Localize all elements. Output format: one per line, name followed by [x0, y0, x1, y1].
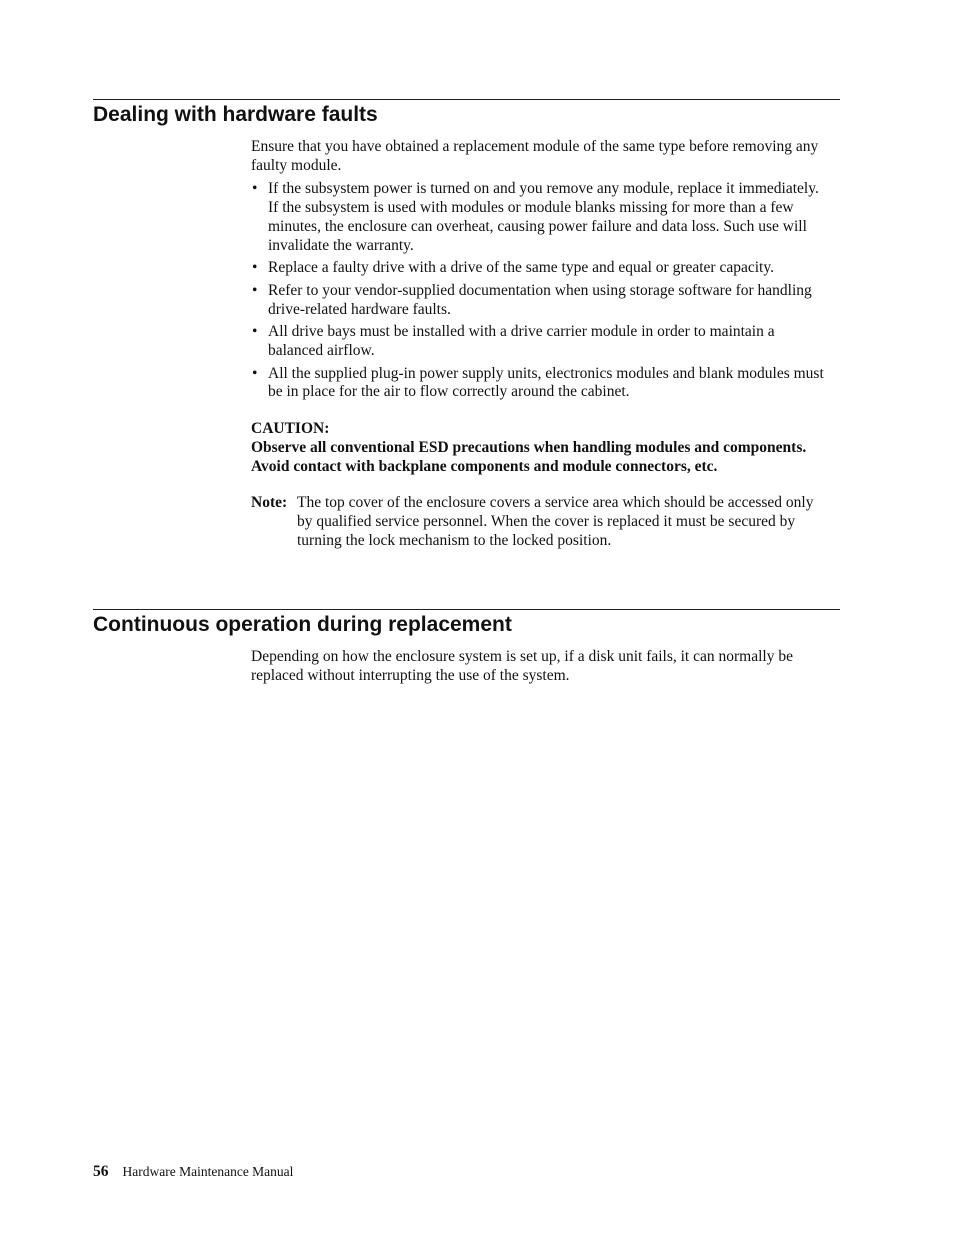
note-text: The top cover of the enclosure covers a service area which should be accessed only by qualified service personnel. When the cover is replaced it must be secured by turning the lock mechanism to the locked position.: [297, 494, 814, 549]
intro-paragraph: Ensure that you have obtained a replacement module of the same type before removing any faulty module.: [251, 138, 819, 174]
paragraph: Depending on how the enclosure system is set up, if a disk unit fails, it can normally be replaced without interrupting the use of the system.: [251, 648, 793, 684]
section-header-hardware-faults: [93, 99, 840, 128]
section-title: Dealing with hardware faults: [93, 103, 378, 126]
bullet-list: [251, 180, 832, 402]
section-body-hardware-faults: [251, 138, 832, 550]
section-title: Continuous operation during replacement: [93, 613, 512, 636]
section-rule: [93, 609, 840, 610]
caution-label: CAUTION:: [251, 420, 330, 438]
list-item: • All drive bays must be installed with a drive carrier module in order to maintain a balanced airflow.: [251, 323, 832, 360]
note-label: Note:: [251, 494, 288, 512]
section-body-continuous-operation: [251, 648, 832, 685]
caution-text: Observe all conventional ESD precautions when handling modules and components. Avoid contact with backplane components and module connectors, etc.: [251, 438, 807, 475]
page-footer: [93, 1163, 293, 1181]
list-item: • All the supplied plug-in power supply units, electronics modules and blank modules must be in place for the air to flow correctly around the cabinet.: [251, 365, 832, 402]
list-item: • Replace a faulty drive with a drive of the same type and equal or greater capacity.: [251, 259, 832, 278]
section-rule: [93, 99, 840, 100]
list-item: • Refer to your vendor-supplied documentation when using storage software for handling drive-related hardware faults.: [251, 282, 832, 319]
section-header-continuous-operation: [93, 609, 840, 638]
manual-title: Hardware Maintenance Manual: [122, 1164, 294, 1179]
page-number: 56: [93, 1163, 109, 1180]
list-item: • If the subsystem power is turned on and you remove any module, replace it immediately. If the subsystem is used with modules or module blanks missing for more than a few minutes, the enclosure can overheat, causing power failure and data loss. Such use will invalidate the warranty.: [251, 180, 832, 255]
note-block: [251, 494, 832, 550]
